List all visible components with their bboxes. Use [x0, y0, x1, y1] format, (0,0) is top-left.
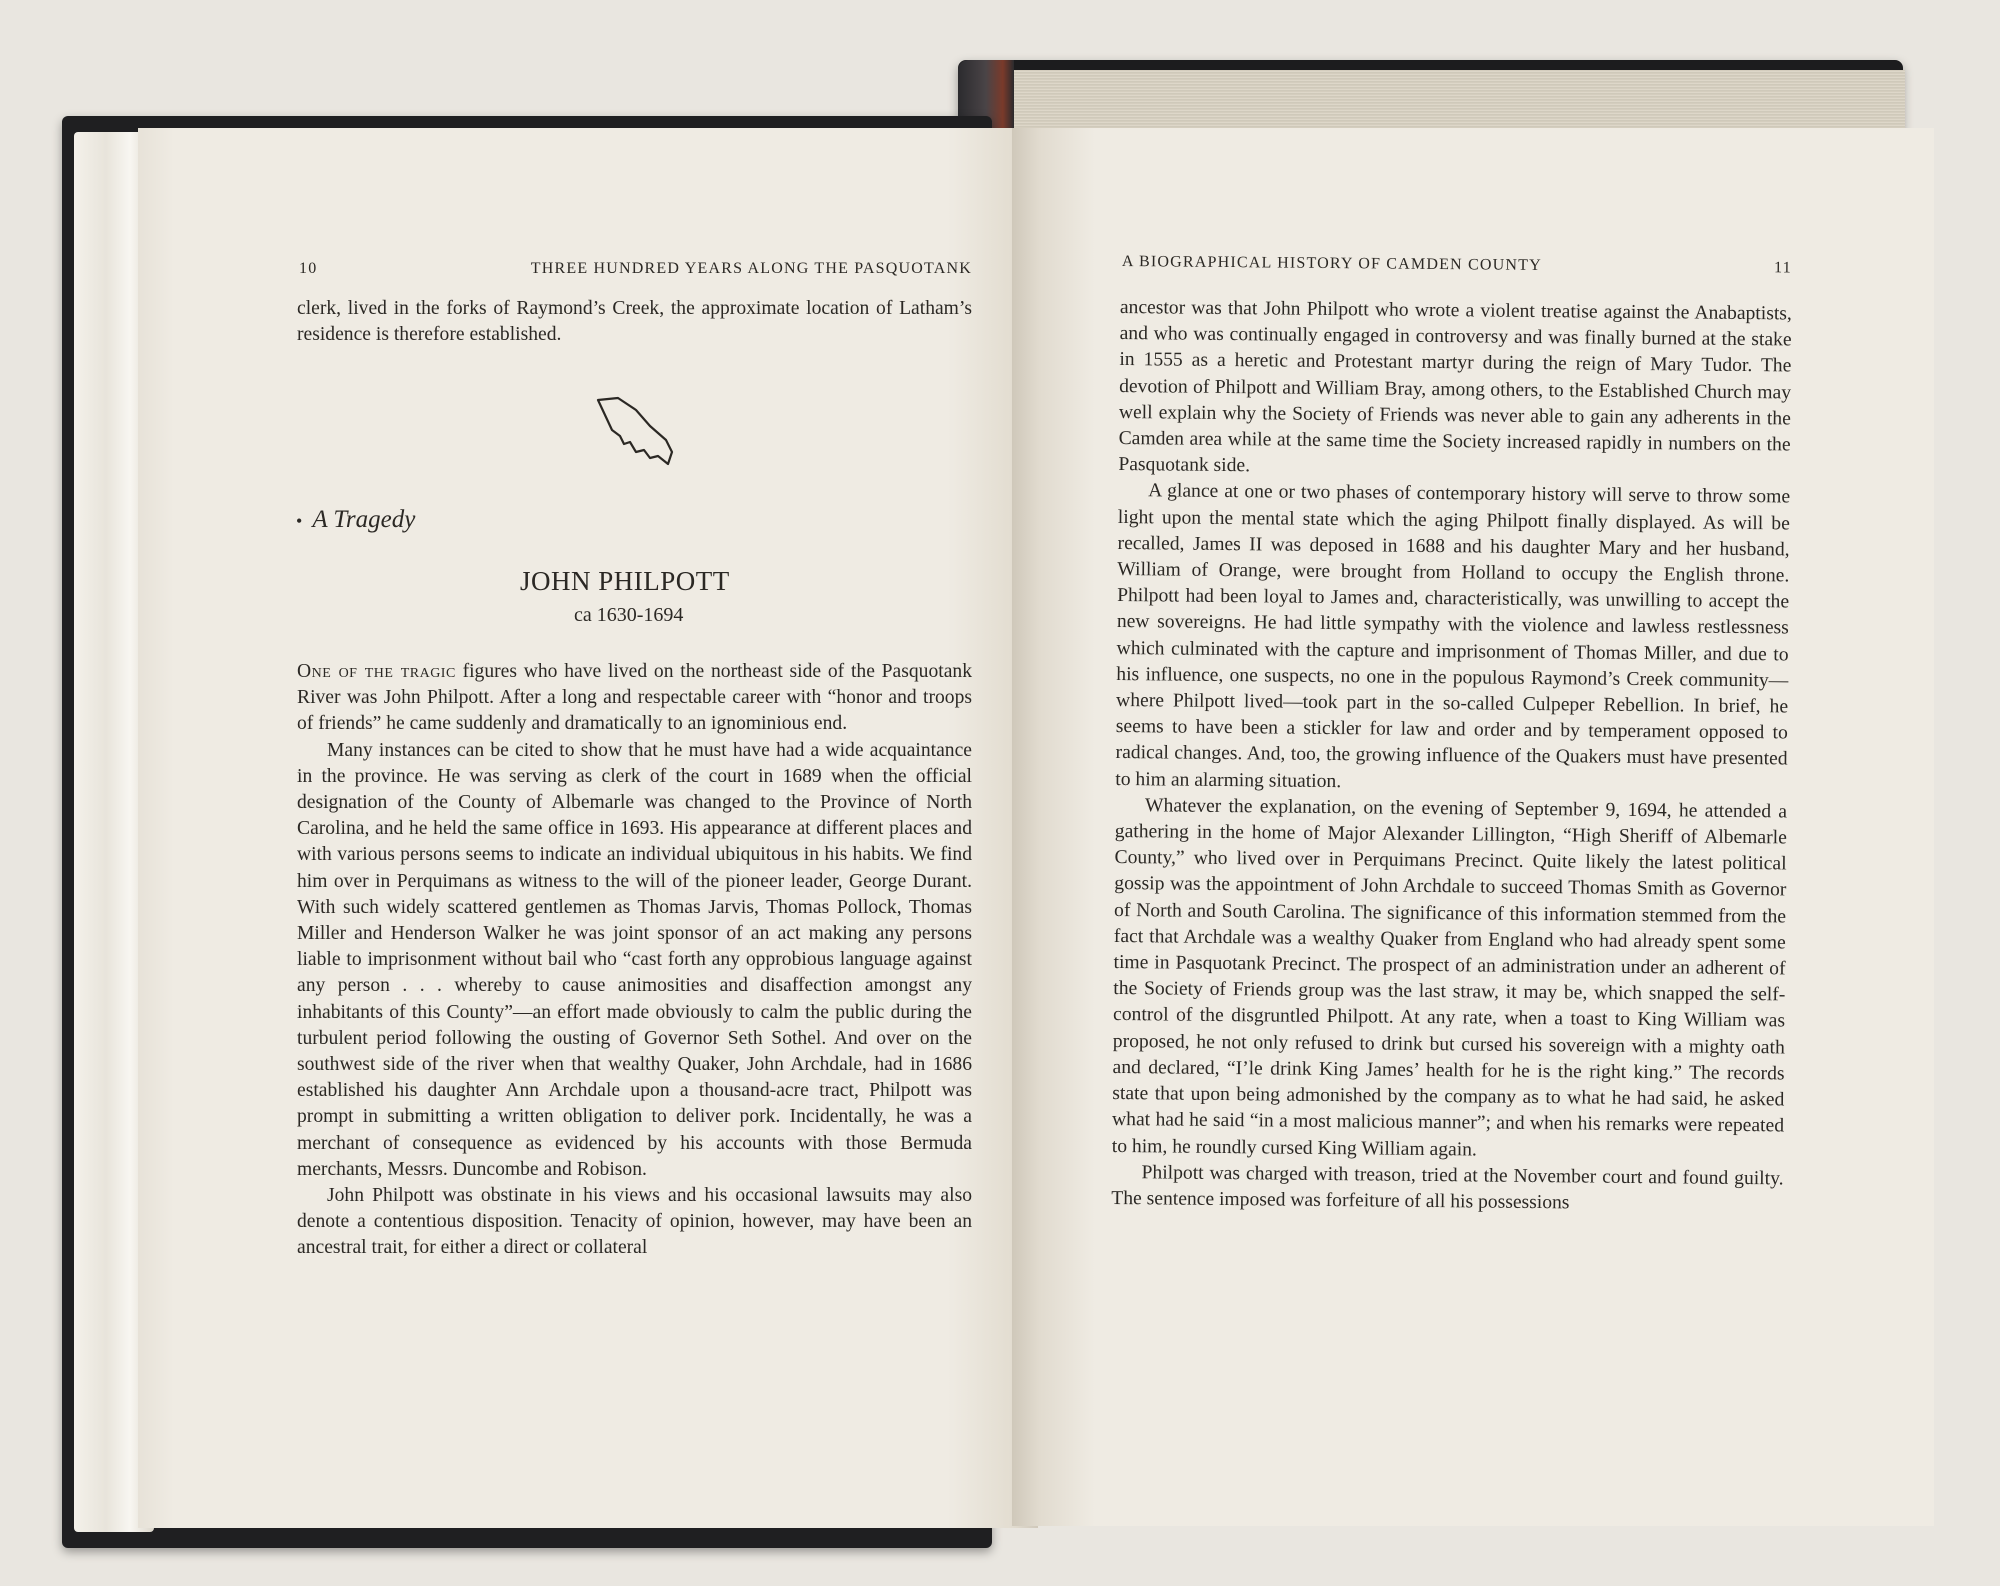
right-page-number: 11 — [1773, 259, 1792, 277]
left-body-text — [297, 659, 972, 1262]
right-paragraph-2: A glance at one or two phases of contemporary history will serve to throw some light upon the mental state which the aging Philpott finally displayed. As will be recalled, James II was deposed in 1688 and his daughter Mary and her husband, William of Orange, were brought from Holland to occupy the English throne. Philpott had been loyal to James and, characteristically, was unwilling to accept the new sovereigns. He had little sympathy with the violence and lawless restlessness which culminated with the capture and imprisonment of Thomas Miller, and due to his influence, one suspects, no one in the populous Raymond’s Creek community—where Philpott lived—took part in the so-called Culpeper Rebellion. In brief, he seems to have been a stickler for law and order and by temperament opposed to radical changes. And, too, the growing influence of the Quakers must have presented to him an alarming situation. — [1115, 480, 1791, 792]
lead-in: One of the tragic — [297, 661, 456, 682]
left-page-number: 10 — [299, 260, 318, 277]
person-name: JOHN PHILPOTT — [520, 566, 730, 596]
paragraph-1-text: figures who have lived on the northeast side of the Pasquotank River was John Philpott. After a long and respectable career with “honor and troops of friends” he came suddenly and dramatically to an ignominious end. — [297, 661, 972, 735]
left-paragraph-2: Many instances can be cited to show that he must have had a wide acquaintance in the province. He was serving as clerk of the court in 1689 when the official designation of the County of Albemarle was changed to the Province of North Carolina, and he held the same office in 1693. His appearance at different places and with various persons seems to indicate an individual ubiquitous in his habits. We find him over in Perquimans as witness to the will of the pioneer leader, George Durant. With such widely scattered gentlemen as Thomas Jarvis, Thomas Pollock, Thomas Miller and Henderson Walker he was joint sponsor of an act making any persons liable to imprisonment without bail who “cast forth any opprobious language against any person . . . whereby to cause animosities and disaffection amongst any inhabitants of this County”—an effort made obviously to calm the public during the turbulent period following the ousting of Governor Seth Sothel. And over on the southwest side of the river when that wealthy Quaker, John Archdale, had in 1686 established his daughter Ann Archdale upon a thousand-acre tract, Philpott was prompt in submitting a written obligation to deliver pork. Incidentally, he was a merchant of consequence as evidenced by his accounts with those Bermuda merchants, Messrs. Duncombe and Robison. — [297, 739, 972, 1180]
right-paragraph-4: Philpott was charged with treason, tried at the November court and found guilty. The sentence imposed was forfeiture of all his possessions — [1111, 1161, 1784, 1214]
right-running-head: A BIOGRAPHICAL HISTORY OF CAMDEN COUNTY — [1121, 253, 1543, 275]
person-dates: ca 1630-1694 — [574, 604, 684, 626]
right-paragraph-1: ancestor was that John Philpott who wrote a violent treatise against the Anabaptists, and who was continually engaged in controversy and was finally burned at the stake in 1555 as a heretic and Protestant martyr during the reign of Mary Tudor. The devotion of Philpott and William Bray, among others, to the Established Church may well explain why the Society of Friends was never able to gain any adherents in the Camden area while at the same time the Society increased rapidly in numbers on the Pasquotank side. — [1118, 296, 1792, 477]
left-opening-paragraph — [297, 296, 972, 348]
left-paragraph-3: John Philpott was obstinate in his views and his occasional lawsuits may also denote a contentious disposition. Tenacity of opinion, however, may have been an ancestral trait, for either a direct or collateral — [297, 1185, 972, 1259]
section-title — [296, 506, 415, 534]
left-paragraph-1 — [297, 659, 972, 738]
right-body-text — [1111, 295, 1792, 1219]
left-running-head: THREE HUNDRED YEARS ALONG THE PASQUOTANK — [530, 260, 972, 277]
opening-paragraph: clerk, lived in the forks of Raymond’s Creek, the approximate location of Latham’s residence is therefore established. — [297, 298, 972, 346]
right-paragraph-3: Whatever the explanation, on the evening of September 9, 1694, he attended a gathering in the home of Major Alexander Lillington, “High Sheriff of Albemarle County,” who lived over in Perquimans Precinct. Quite likely the latest political gossip was the appointment of John Archdale to succeed Thomas Smith as Governor of North and South Carolina. The significance of this information stemmed from the fact that Archdale was a wealthy Quaker from England who had already spent some time in Pasquotank Precinct. The prospect of an administration under an adherent of the Society of Friends group was the last straw, it may be, which snapped the self-control of the disgruntled Philpott. At any rate, when a toast to King William was proposed, he not only refused to drink but cursed his sovereign with a mighty oath and declared, “I’le drink King James’ health for he is the right king.” The records state that upon being admonished by the company as to what he had said, he asked what had he said “in a most malicious manner”; and when his remarks were repeated to him, he roundly cursed King William again. — [1111, 795, 1788, 1160]
county-outline-map-icon — [596, 396, 674, 466]
section-bullet: • — [296, 510, 303, 531]
section-title-text: A Tragedy — [312, 506, 416, 533]
